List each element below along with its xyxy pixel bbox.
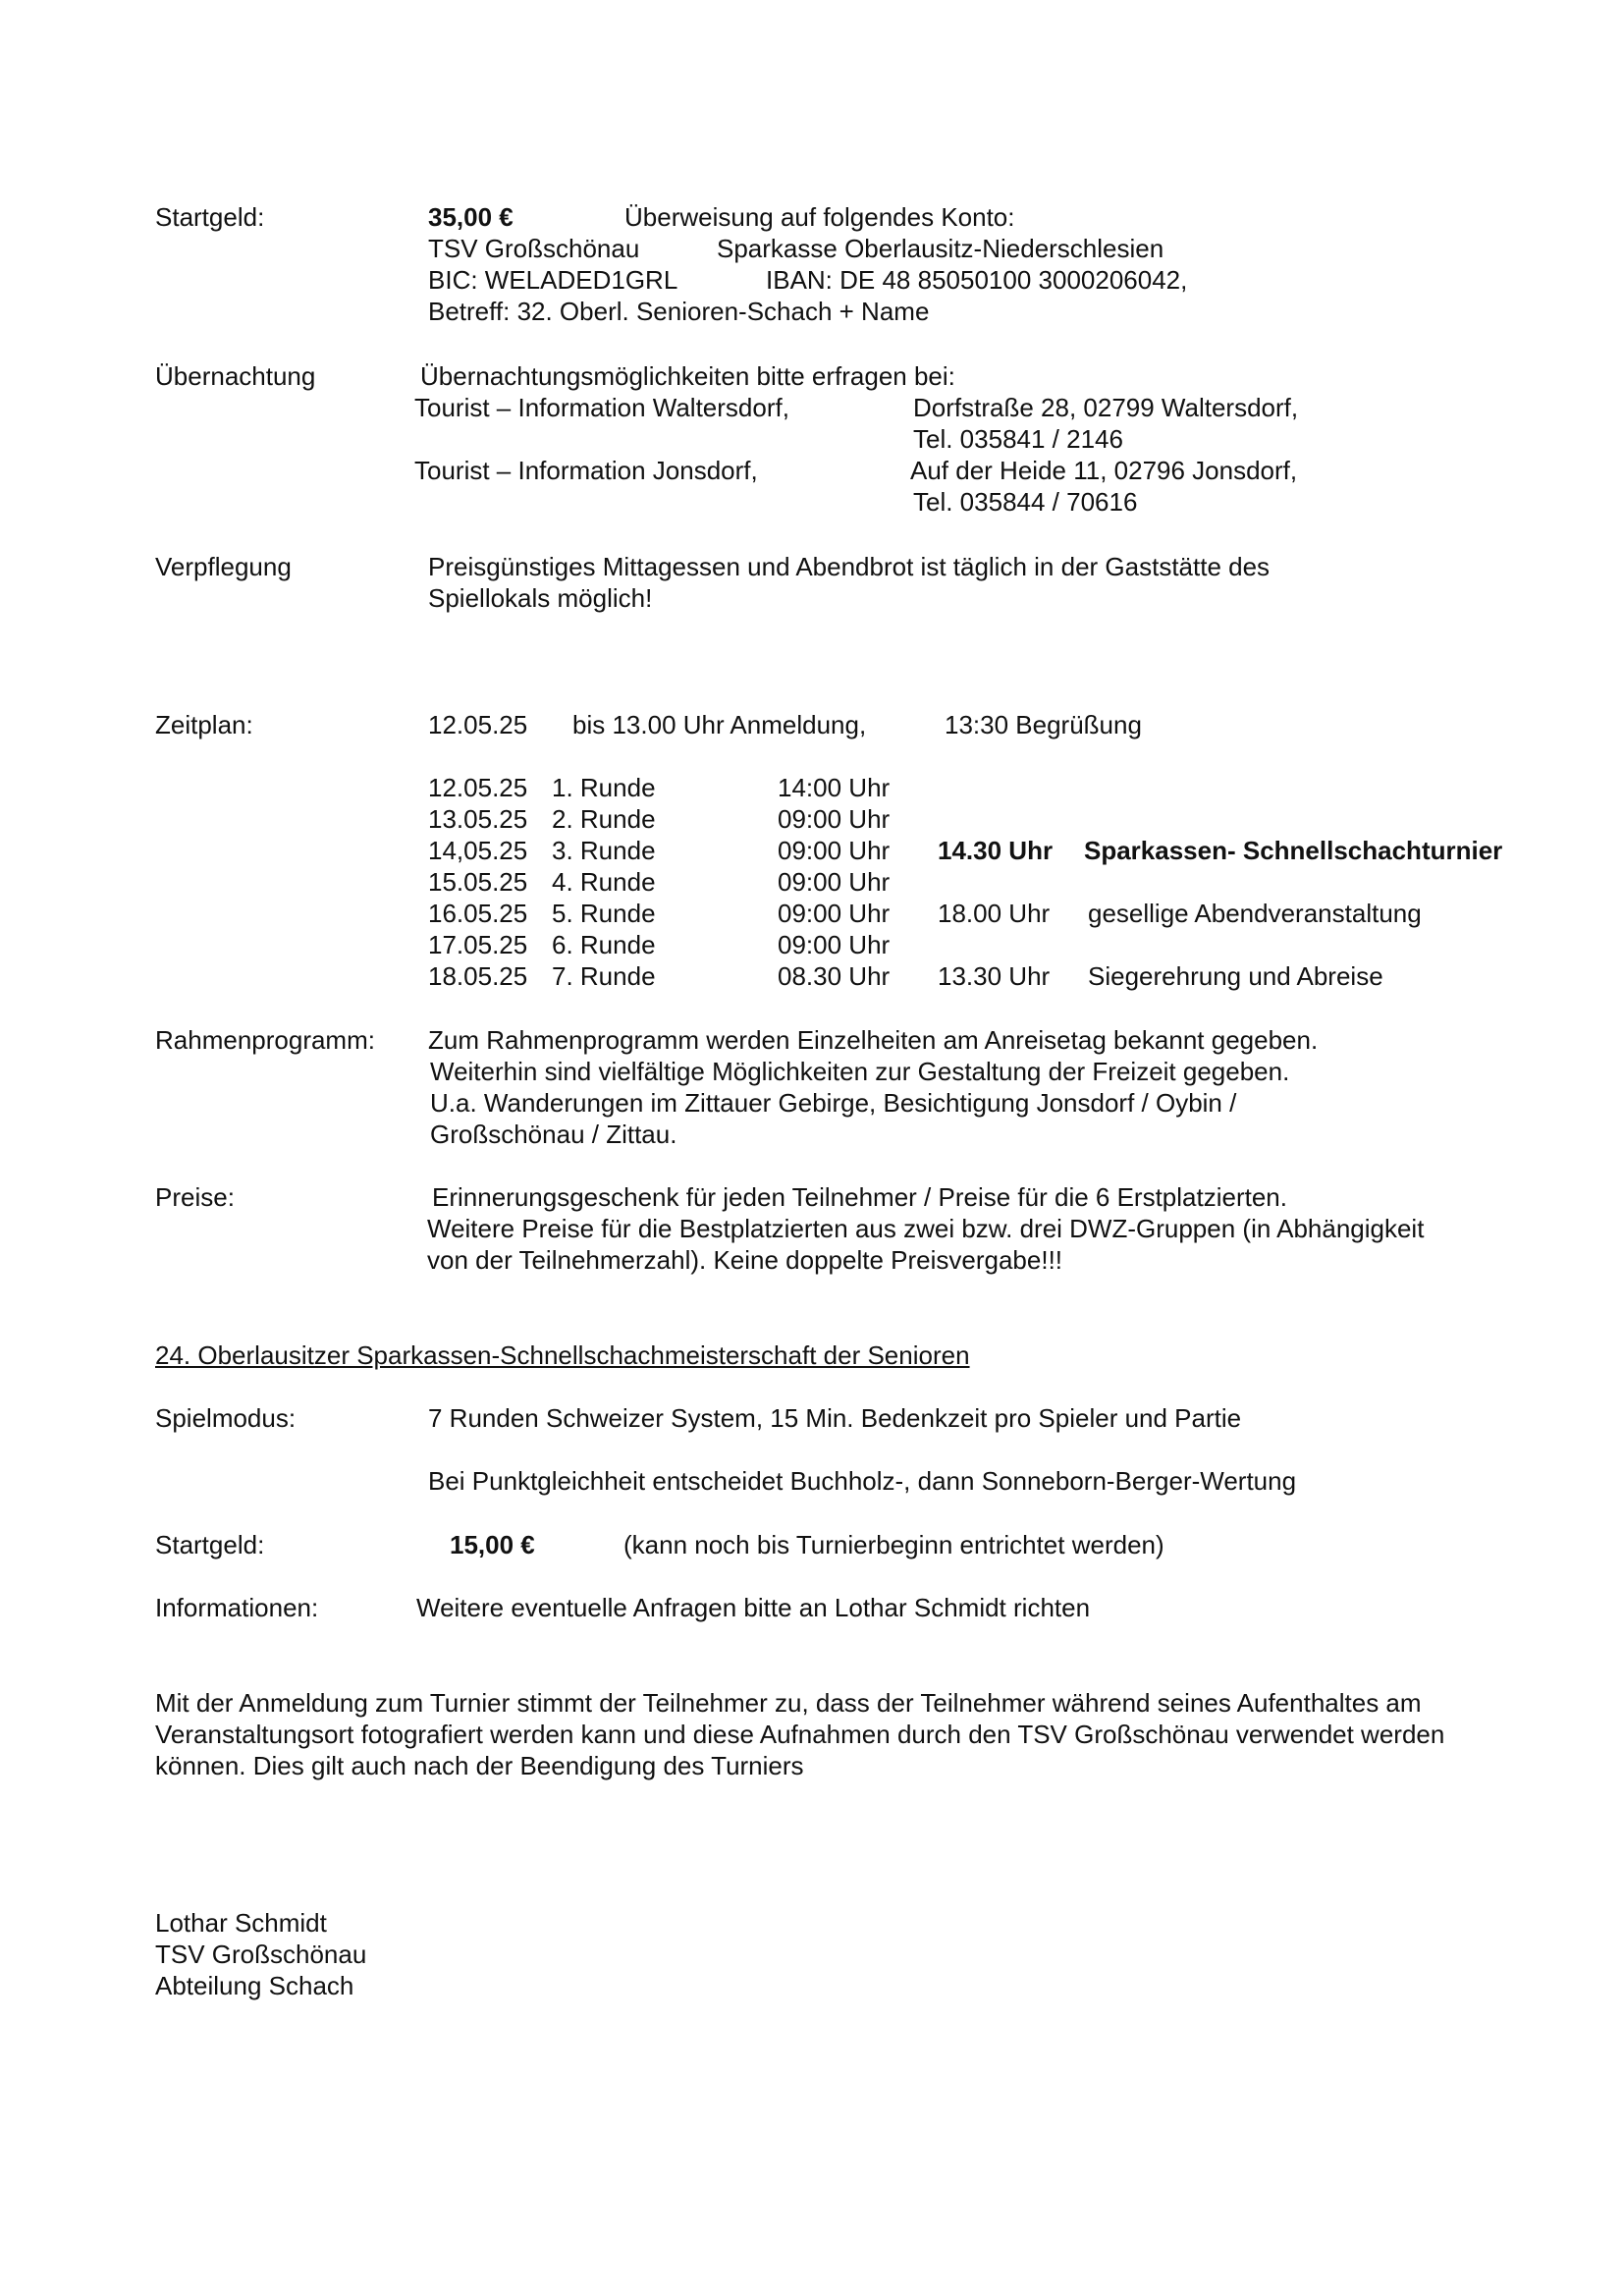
bank-name: Sparkasse Oberlausitz-Niederschlesien xyxy=(717,234,1164,263)
uebernachtung-intro: Übernachtungsmöglichkeiten bitte erfragen bei: xyxy=(420,361,955,391)
event-time: 13.30 Uhr xyxy=(938,961,1051,991)
verpflegung-text: Preisgünstiges Mittagessen und Abendbrot ist täglich in der Gaststätte des xyxy=(428,552,1271,581)
bic: BIC: WELADED1GRL xyxy=(428,265,678,295)
round-date: 13.05.25 xyxy=(428,804,528,834)
round-number: 3. Runde xyxy=(552,836,656,865)
event-text: Siegerehrung und Abreise xyxy=(1088,961,1383,991)
round-date: 12.05.25 xyxy=(428,773,528,802)
transfer-note: Überweisung auf folgendes Konto: xyxy=(624,202,1015,232)
startgeld-amount: 15,00 € xyxy=(450,1530,535,1559)
round-number: 7. Runde xyxy=(552,961,656,991)
consent-text: Mit der Anmeldung zum Turnier stimmt der Teilnehmer zu, dass der Teilnehmer während seines Aufenthaltes am xyxy=(155,1688,1422,1718)
tourist-info-phone: Tel. 035844 / 70616 xyxy=(913,487,1138,517)
section-heading: 24. Oberlausitzer Sparkassen-Schnellschachmeisterschaft der Senioren xyxy=(155,1340,970,1370)
preise-label: Preise: xyxy=(155,1182,235,1212)
round-time: 14:00 Uhr xyxy=(778,773,891,802)
round-number: 1. Runde xyxy=(552,773,656,802)
rahmenprogramm-label: Rahmenprogramm: xyxy=(155,1025,375,1055)
round-date: 14,05.25 xyxy=(428,836,528,865)
round-time: 09:00 Uhr xyxy=(778,930,891,959)
tourist-info-address: Dorfstraße 28, 02799 Waltersdorf, xyxy=(913,393,1299,422)
startgeld-label: Startgeld: xyxy=(155,1530,265,1559)
spielmodus-text: 7 Runden Schweizer System, 15 Min. Bedenkzeit pro Spieler und Partie xyxy=(428,1403,1242,1433)
round-number: 2. Runde xyxy=(552,804,656,834)
rahmenprogramm-text: Zum Rahmenprogramm werden Einzelheiten am Anreisetag bekannt gegeben. xyxy=(428,1025,1319,1055)
round-date: 17.05.25 xyxy=(428,930,528,959)
tourist-info-address: Auf der Heide 11, 02796 Jonsdorf, xyxy=(910,456,1298,485)
zeitplan-label: Zeitplan: xyxy=(155,710,253,739)
info-label: Informationen: xyxy=(155,1593,319,1622)
tourist-info-phone: Tel. 035841 / 2146 xyxy=(913,424,1123,454)
event-time: 14.30 Uhr xyxy=(938,836,1054,865)
round-date: 18.05.25 xyxy=(428,961,528,991)
wertung-text: Bei Punktgleichheit entscheidet Buchholz-, dann Sonneborn-Berger-Wertung xyxy=(428,1466,1297,1496)
signature-department: Abteilung Schach xyxy=(155,1971,354,2000)
startgeld-amount: 35,00 € xyxy=(428,202,514,232)
event-text: Sparkassen- Schnellschachturnier xyxy=(1084,836,1503,865)
startgeld-note: (kann noch bis Turnierbeginn entrichtet werden) xyxy=(623,1530,1164,1559)
round-time: 09:00 Uhr xyxy=(778,804,891,834)
round-number: 4. Runde xyxy=(552,867,656,897)
arrival-text: bis 13.00 Uhr Anmeldung, xyxy=(572,710,867,739)
preise-text: Erinnerungsgeschenk für jeden Teilnehmer / Preise für die 6 Erstplatzierten. xyxy=(432,1182,1287,1212)
consent-text: Veranstaltungsort fotografiert werden kann und diese Aufnahmen durch den TSV Großschönau verwendet werden xyxy=(155,1720,1445,1749)
preise-text: Weitere Preise für die Bestplatzierten aus zwei bzw. drei DWZ-Gruppen (in Abhängigkeit xyxy=(427,1214,1425,1243)
club-name: TSV Großschönau xyxy=(428,234,640,263)
round-date: 15.05.25 xyxy=(428,867,528,897)
rahmenprogramm-text: U.a. Wanderungen im Zittauer Gebirge, Besichtigung Jonsdorf / Oybin / xyxy=(430,1088,1237,1118)
tourist-info-name: Tourist – Information Jonsdorf, xyxy=(414,456,758,485)
signature-club: TSV Großschönau xyxy=(155,1940,367,1969)
round-time: 09:00 Uhr xyxy=(778,899,891,928)
round-number: 6. Runde xyxy=(552,930,656,959)
round-time: 09:00 Uhr xyxy=(778,836,891,865)
rahmenprogramm-text: Großschönau / Zittau. xyxy=(430,1120,677,1149)
verpflegung-label: Verpflegung xyxy=(155,552,292,581)
event-time: 18.00 Uhr xyxy=(938,899,1051,928)
iban: IBAN: DE 48 85050100 3000206042, xyxy=(766,265,1188,295)
preise-text: von der Teilnehmerzahl). Keine doppelte Preisvergabe!!! xyxy=(427,1245,1063,1275)
verpflegung-text: Spiellokals möglich! xyxy=(428,583,653,613)
spielmodus-label: Spielmodus: xyxy=(155,1403,297,1433)
arrival-date: 12.05.25 xyxy=(428,710,528,739)
consent-text: können. Dies gilt auch nach der Beendigung des Turniers xyxy=(155,1751,804,1780)
info-text: Weitere eventuelle Anfragen bitte an Lothar Schmidt richten xyxy=(416,1593,1091,1622)
rahmenprogramm-text: Weiterhin sind vielfältige Möglichkeiten zur Gestaltung der Freizeit gegeben. xyxy=(430,1057,1290,1086)
signature-name: Lothar Schmidt xyxy=(155,1908,327,1938)
round-time: 09:00 Uhr xyxy=(778,867,891,897)
tourist-info-name: Tourist – Information Waltersdorf, xyxy=(414,393,789,422)
round-number: 5. Runde xyxy=(552,899,656,928)
betreff: Betreff: 32. Oberl. Senioren-Schach + Name xyxy=(428,297,930,326)
startgeld-label: Startgeld: xyxy=(155,202,265,232)
welcome-text: 13:30 Begrüßung xyxy=(945,710,1142,739)
uebernachtung-label: Übernachtung xyxy=(155,361,316,391)
event-text: gesellige Abendveranstaltung xyxy=(1088,899,1422,928)
round-date: 16.05.25 xyxy=(428,899,528,928)
round-time: 08.30 Uhr xyxy=(778,961,891,991)
